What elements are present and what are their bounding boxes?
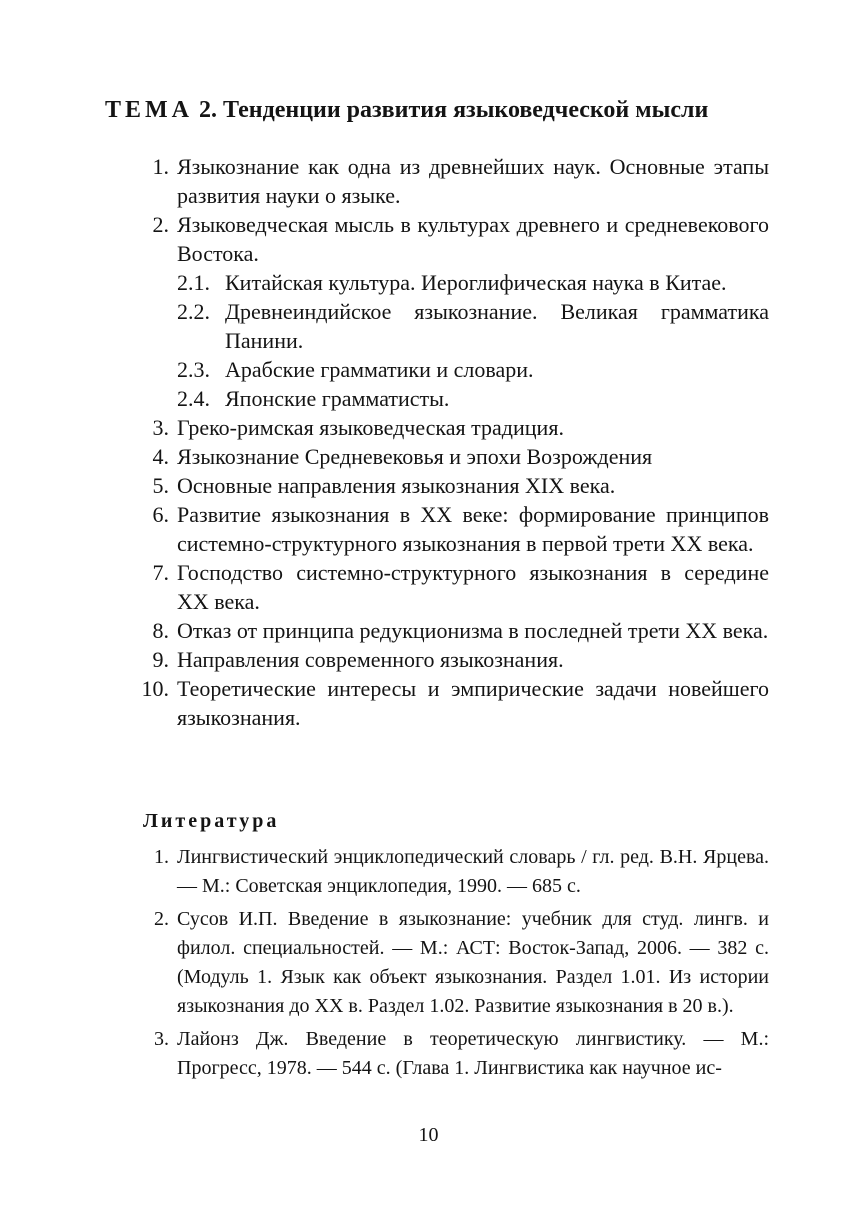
outline-item	[125, 645, 769, 674]
outline-subitem	[125, 268, 769, 297]
outline-item	[125, 616, 769, 645]
outline-item-text: Языкознание как одна из древнейших наук. Основные этапы развития науки о языке.	[177, 154, 769, 208]
outline-item-number: 2.	[152, 212, 169, 237]
outline-item-text: Господство системно-структурного языкознания в середине XX века.	[177, 560, 769, 614]
topic-label: ТЕМА	[105, 97, 193, 123]
outline-subitem	[125, 297, 769, 355]
literature-list	[125, 843, 769, 1087]
outline-item	[125, 471, 769, 500]
page-number: 10	[418, 1124, 439, 1146]
outline-subitem-number: 2.1.	[177, 270, 210, 295]
page-title	[105, 95, 775, 125]
outline-item-number: 9.	[152, 647, 169, 672]
outline-item-text: Языкознание Средневековья и эпохи Возрождения	[177, 444, 653, 469]
reference-text: Лайонз Дж. Введение в теоретическую лингвистику. — М.: Прогресс, 1978. — 544 с. (Глава 1. Лингвистика как научное ис-	[177, 1028, 769, 1079]
outline-item-number: 10.	[141, 676, 169, 701]
outline-subitem-text: Японские грамматисты.	[225, 386, 450, 411]
outline-item	[125, 500, 769, 558]
reference-number: 1.	[154, 846, 169, 868]
outline-item-number: 7.	[152, 560, 169, 585]
outline-subitem-text: Китайская культура. Иероглифическая наука в Китае.	[225, 270, 727, 295]
outline-item-text: Языковедческая мысль в культурах древнего и средневекового Востока.	[177, 212, 769, 266]
outline-item-text: Теоретические интересы и эмпирические задачи новейшего языкознания.	[177, 676, 769, 730]
outline-item	[125, 413, 769, 442]
outline-item-text: Развитие языкознания в XX веке: формирование принципов системно-структурного языкознания в первой трети XX века.	[177, 502, 769, 556]
outline-item	[125, 558, 769, 616]
outline-item-text: Отказ от принципа редукционизма в последней трети XX века.	[177, 618, 769, 643]
reference-item	[125, 1025, 769, 1083]
outline-item-number: 5.	[152, 473, 169, 498]
outline-item-number: 1.	[152, 154, 169, 179]
reference-number: 2.	[154, 908, 169, 930]
outline-subitem-number: 2.4.	[177, 386, 210, 411]
reference-text: Лингвистический энциклопедический словарь / гл. ред. В.Н. Ярцева. — М.: Советская энциклопедия, 1990. — 685 с.	[177, 846, 769, 897]
outline-item	[125, 152, 769, 210]
outline-item-text: Направления современного языкознания.	[177, 647, 564, 672]
reference-text: Сусов И.П. Введение в языкознание: учебник для студ. лингв. и филол. специальностей. — М.: АСТ: Восток-Запад, 2006. — 382 с. (Модуль 1. Язык как объект языкознания. Раздел 1.01. Из истории языкознания до XX в. Раздел 1.02. Развитие языкознания в 20 в.).	[177, 908, 769, 1017]
outline-item-number: 6.	[152, 502, 169, 527]
reference-item	[125, 905, 769, 1021]
outline-item-number: 8.	[152, 618, 169, 643]
topic-outline	[125, 152, 769, 732]
outline-item-text: Основные направления языкознания XIX века.	[177, 473, 616, 498]
topic-title: 2. Тенденции развития языковедческой мысли	[193, 97, 709, 123]
outline-subitem-number: 2.2.	[177, 299, 210, 324]
literature-heading: Литература	[143, 810, 280, 832]
outline-item	[125, 674, 769, 732]
outline-item-text: Греко-римская языковедческая традиция.	[177, 415, 564, 440]
outline-subitem-number: 2.3.	[177, 357, 210, 382]
outline-item	[125, 442, 769, 471]
outline-subitem-text: Арабские грамматики и словари.	[225, 357, 534, 382]
outline-subitem	[125, 384, 769, 413]
outline-subitem	[125, 355, 769, 384]
outline-item	[125, 210, 769, 268]
outline-subitem-text: Древнеиндийское языкознание. Великая грамматика Панини.	[225, 299, 769, 353]
outline-item-number: 4.	[152, 444, 169, 469]
reference-number: 3.	[154, 1028, 169, 1050]
outline-item-number: 3.	[152, 415, 169, 440]
reference-item	[125, 843, 769, 901]
